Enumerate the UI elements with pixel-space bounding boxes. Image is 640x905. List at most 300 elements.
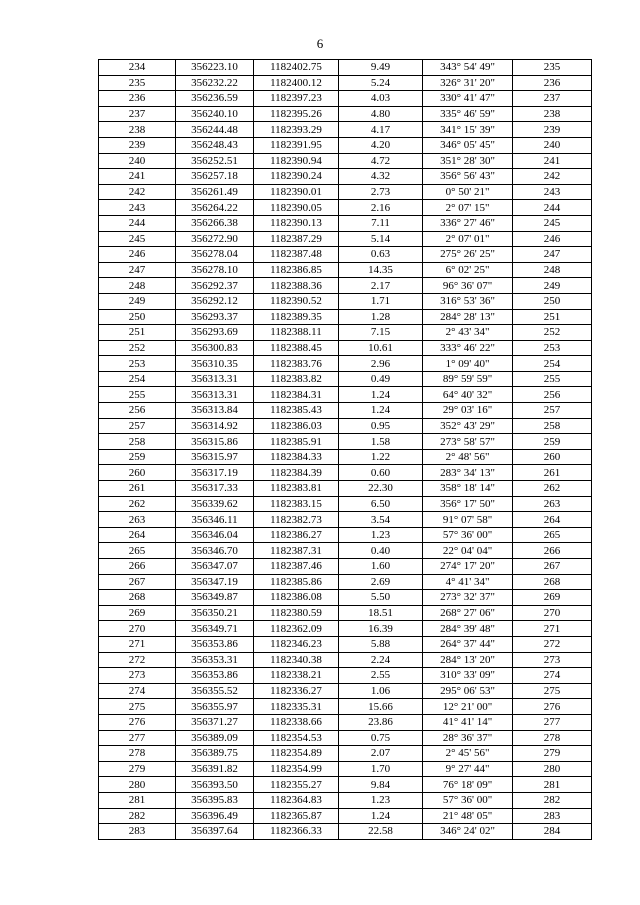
y-coordinate-cell: 1182338.66 <box>254 714 339 730</box>
point-from-cell: 277 <box>99 730 176 746</box>
bearing-cell: 358° 18' 14" <box>423 481 513 497</box>
distance-cell: 5.88 <box>339 636 423 652</box>
bearing-cell: 356° 56' 43" <box>423 169 513 185</box>
bearing-cell: 356° 17' 50" <box>423 496 513 512</box>
table-row <box>99 792 592 808</box>
table-row <box>99 153 592 169</box>
point-to-cell: 248 <box>513 262 592 278</box>
distance-cell: 1.60 <box>339 559 423 575</box>
point-to-cell: 266 <box>513 543 592 559</box>
table-row <box>99 714 592 730</box>
y-coordinate-cell: 1182386.03 <box>254 418 339 434</box>
point-to-cell: 279 <box>513 746 592 762</box>
table-row <box>99 824 592 840</box>
distance-cell: 2.07 <box>339 746 423 762</box>
y-coordinate-cell: 1182336.27 <box>254 683 339 699</box>
page-number: 6 <box>316 36 324 51</box>
x-coordinate-cell: 356248.43 <box>176 137 254 153</box>
point-to-cell: 247 <box>513 247 592 263</box>
table-row <box>99 325 592 341</box>
y-coordinate-cell: 1182397.23 <box>254 91 339 107</box>
point-from-cell: 250 <box>99 309 176 325</box>
bearing-cell: 284° 39' 48" <box>423 621 513 637</box>
y-coordinate-cell: 1182383.76 <box>254 356 339 372</box>
table-row <box>99 777 592 793</box>
y-coordinate-cell: 1182387.48 <box>254 247 339 263</box>
bearing-cell: 96° 36' 07" <box>423 278 513 294</box>
point-to-cell: 262 <box>513 481 592 497</box>
point-from-cell: 279 <box>99 761 176 777</box>
x-coordinate-cell: 356346.70 <box>176 543 254 559</box>
point-from-cell: 267 <box>99 574 176 590</box>
point-from-cell: 260 <box>99 465 176 481</box>
y-coordinate-cell: 1182390.01 <box>254 184 339 200</box>
x-coordinate-cell: 356266.38 <box>176 215 254 231</box>
y-coordinate-cell: 1182384.39 <box>254 465 339 481</box>
distance-cell: 0.60 <box>339 465 423 481</box>
bearing-cell: 12° 21' 00" <box>423 699 513 715</box>
distance-cell: 9.49 <box>339 60 423 76</box>
table-row <box>99 683 592 699</box>
point-from-cell: 266 <box>99 559 176 575</box>
point-to-cell: 243 <box>513 184 592 200</box>
point-to-cell: 236 <box>513 75 592 91</box>
y-coordinate-cell: 1182354.89 <box>254 746 339 762</box>
x-coordinate-cell: 356349.87 <box>176 590 254 606</box>
y-coordinate-cell: 1182354.99 <box>254 761 339 777</box>
table-row <box>99 699 592 715</box>
point-to-cell: 282 <box>513 792 592 808</box>
point-from-cell: 272 <box>99 652 176 668</box>
x-coordinate-cell: 356313.84 <box>176 403 254 419</box>
bearing-cell: 21° 48' 05" <box>423 808 513 824</box>
distance-cell: 2.55 <box>339 668 423 684</box>
table-row <box>99 75 592 91</box>
distance-cell: 4.72 <box>339 153 423 169</box>
point-to-cell: 258 <box>513 418 592 434</box>
y-coordinate-cell: 1182390.13 <box>254 215 339 231</box>
table-row <box>99 387 592 403</box>
distance-cell: 1.06 <box>339 683 423 699</box>
point-to-cell: 254 <box>513 356 592 372</box>
distance-cell: 2.96 <box>339 356 423 372</box>
y-coordinate-cell: 1182387.29 <box>254 231 339 247</box>
distance-cell: 1.58 <box>339 434 423 450</box>
point-to-cell: 271 <box>513 621 592 637</box>
x-coordinate-cell: 356355.52 <box>176 683 254 699</box>
table-row <box>99 590 592 606</box>
y-coordinate-cell: 1182402.75 <box>254 60 339 76</box>
bearing-cell: 341° 15' 39" <box>423 122 513 138</box>
bearing-cell: 2° 48' 56" <box>423 449 513 465</box>
x-coordinate-cell: 356315.86 <box>176 434 254 450</box>
distance-cell: 16.39 <box>339 621 423 637</box>
table-row <box>99 262 592 278</box>
y-coordinate-cell: 1182346.23 <box>254 636 339 652</box>
point-from-cell: 265 <box>99 543 176 559</box>
y-coordinate-cell: 1182335.31 <box>254 699 339 715</box>
y-coordinate-cell: 1182340.38 <box>254 652 339 668</box>
point-to-cell: 272 <box>513 636 592 652</box>
point-to-cell: 269 <box>513 590 592 606</box>
y-coordinate-cell: 1182380.59 <box>254 605 339 621</box>
y-coordinate-cell: 1182395.26 <box>254 106 339 122</box>
y-coordinate-cell: 1182388.45 <box>254 340 339 356</box>
table-row <box>99 418 592 434</box>
distance-cell: 0.63 <box>339 247 423 263</box>
bearing-cell: 274° 17' 20" <box>423 559 513 575</box>
bearing-cell: 0° 50' 21" <box>423 184 513 200</box>
point-from-cell: 235 <box>99 75 176 91</box>
x-coordinate-cell: 356223.10 <box>176 60 254 76</box>
table-row <box>99 449 592 465</box>
table-row <box>99 215 592 231</box>
distance-cell: 18.51 <box>339 605 423 621</box>
x-coordinate-cell: 356389.75 <box>176 746 254 762</box>
table-row <box>99 730 592 746</box>
y-coordinate-cell: 1182383.82 <box>254 371 339 387</box>
point-from-cell: 238 <box>99 122 176 138</box>
distance-cell: 1.22 <box>339 449 423 465</box>
x-coordinate-cell: 356339.62 <box>176 496 254 512</box>
y-coordinate-cell: 1182362.09 <box>254 621 339 637</box>
point-to-cell: 238 <box>513 106 592 122</box>
point-to-cell: 264 <box>513 512 592 528</box>
distance-cell: 1.23 <box>339 527 423 543</box>
y-coordinate-cell: 1182383.15 <box>254 496 339 512</box>
distance-cell: 23.86 <box>339 714 423 730</box>
y-coordinate-cell: 1182383.81 <box>254 481 339 497</box>
x-coordinate-cell: 356240.10 <box>176 106 254 122</box>
bearing-cell: 89° 59' 59" <box>423 371 513 387</box>
distance-cell: 4.20 <box>339 137 423 153</box>
y-coordinate-cell: 1182390.24 <box>254 169 339 185</box>
point-from-cell: 247 <box>99 262 176 278</box>
bearing-cell: 76° 18' 09" <box>423 777 513 793</box>
distance-cell: 1.28 <box>339 309 423 325</box>
distance-cell: 22.30 <box>339 481 423 497</box>
x-coordinate-cell: 356349.71 <box>176 621 254 637</box>
point-to-cell: 281 <box>513 777 592 793</box>
table-row <box>99 60 592 76</box>
point-from-cell: 236 <box>99 91 176 107</box>
bearing-cell: 2° 07' 15" <box>423 200 513 216</box>
table-row <box>99 543 592 559</box>
table-row <box>99 465 592 481</box>
x-coordinate-cell: 356310.35 <box>176 356 254 372</box>
bearing-cell: 64° 40' 32" <box>423 387 513 403</box>
x-coordinate-cell: 356317.33 <box>176 481 254 497</box>
point-to-cell: 280 <box>513 761 592 777</box>
x-coordinate-cell: 356389.09 <box>176 730 254 746</box>
bearing-cell: 283° 34' 13" <box>423 465 513 481</box>
x-coordinate-cell: 356313.31 <box>176 387 254 403</box>
y-coordinate-cell: 1182355.27 <box>254 777 339 793</box>
point-to-cell: 265 <box>513 527 592 543</box>
table-row <box>99 137 592 153</box>
x-coordinate-cell: 356315.97 <box>176 449 254 465</box>
distance-cell: 2.73 <box>339 184 423 200</box>
point-from-cell: 254 <box>99 371 176 387</box>
bearing-cell: 343° 54' 49" <box>423 60 513 76</box>
point-to-cell: 259 <box>513 434 592 450</box>
bearing-cell: 57° 36' 00" <box>423 792 513 808</box>
point-to-cell: 241 <box>513 153 592 169</box>
distance-cell: 1.24 <box>339 403 423 419</box>
bearing-cell: 41° 41' 14" <box>423 714 513 730</box>
bearing-cell: 333° 46' 22" <box>423 340 513 356</box>
x-coordinate-cell: 356278.04 <box>176 247 254 263</box>
y-coordinate-cell: 1182338.21 <box>254 668 339 684</box>
x-coordinate-cell: 356347.07 <box>176 559 254 575</box>
distance-cell: 4.32 <box>339 169 423 185</box>
point-to-cell: 256 <box>513 387 592 403</box>
distance-cell: 1.23 <box>339 792 423 808</box>
point-to-cell: 250 <box>513 293 592 309</box>
table-row <box>99 231 592 247</box>
distance-cell: 0.49 <box>339 371 423 387</box>
x-coordinate-cell: 356293.37 <box>176 309 254 325</box>
distance-cell: 5.14 <box>339 231 423 247</box>
x-coordinate-cell: 356314.92 <box>176 418 254 434</box>
x-coordinate-cell: 356252.51 <box>176 153 254 169</box>
distance-cell: 0.75 <box>339 730 423 746</box>
point-from-cell: 280 <box>99 777 176 793</box>
y-coordinate-cell: 1182389.35 <box>254 309 339 325</box>
distance-cell: 22.58 <box>339 824 423 840</box>
table-row <box>99 668 592 684</box>
distance-cell: 4.80 <box>339 106 423 122</box>
bearing-cell: 346° 24' 02" <box>423 824 513 840</box>
point-from-cell: 252 <box>99 340 176 356</box>
x-coordinate-cell: 356232.22 <box>176 75 254 91</box>
table-row <box>99 808 592 824</box>
x-coordinate-cell: 356236.59 <box>176 91 254 107</box>
point-from-cell: 241 <box>99 169 176 185</box>
point-to-cell: 257 <box>513 403 592 419</box>
point-to-cell: 244 <box>513 200 592 216</box>
bearing-cell: 275° 26' 25" <box>423 247 513 263</box>
point-from-cell: 242 <box>99 184 176 200</box>
table-row <box>99 434 592 450</box>
bearing-cell: 346° 05' 45" <box>423 137 513 153</box>
point-to-cell: 240 <box>513 137 592 153</box>
x-coordinate-cell: 356292.12 <box>176 293 254 309</box>
bearing-cell: 330° 41' 47" <box>423 91 513 107</box>
distance-cell: 15.66 <box>339 699 423 715</box>
table-row <box>99 340 592 356</box>
point-to-cell: 260 <box>513 449 592 465</box>
table-row <box>99 356 592 372</box>
point-from-cell: 276 <box>99 714 176 730</box>
y-coordinate-cell: 1182388.36 <box>254 278 339 294</box>
point-from-cell: 253 <box>99 356 176 372</box>
coordinates-table <box>98 59 592 840</box>
table-row <box>99 91 592 107</box>
table-row <box>99 309 592 325</box>
point-from-cell: 273 <box>99 668 176 684</box>
x-coordinate-cell: 356272.90 <box>176 231 254 247</box>
point-to-cell: 263 <box>513 496 592 512</box>
distance-cell: 2.69 <box>339 574 423 590</box>
point-from-cell: 261 <box>99 481 176 497</box>
y-coordinate-cell: 1182354.53 <box>254 730 339 746</box>
x-coordinate-cell: 356353.86 <box>176 668 254 684</box>
point-to-cell: 242 <box>513 169 592 185</box>
table-row <box>99 527 592 543</box>
point-from-cell: 237 <box>99 106 176 122</box>
point-from-cell: 239 <box>99 137 176 153</box>
point-from-cell: 262 <box>99 496 176 512</box>
y-coordinate-cell: 1182364.83 <box>254 792 339 808</box>
point-to-cell: 249 <box>513 278 592 294</box>
bearing-cell: 351° 28' 30" <box>423 153 513 169</box>
point-to-cell: 261 <box>513 465 592 481</box>
point-to-cell: 246 <box>513 231 592 247</box>
distance-cell: 3.54 <box>339 512 423 528</box>
y-coordinate-cell: 1182390.05 <box>254 200 339 216</box>
point-to-cell: 267 <box>513 559 592 575</box>
point-to-cell: 239 <box>513 122 592 138</box>
distance-cell: 2.24 <box>339 652 423 668</box>
table-row <box>99 278 592 294</box>
x-coordinate-cell: 356292.37 <box>176 278 254 294</box>
point-from-cell: 255 <box>99 387 176 403</box>
table-row <box>99 122 592 138</box>
point-from-cell: 234 <box>99 60 176 76</box>
bearing-cell: 273° 32' 37" <box>423 590 513 606</box>
distance-cell: 5.24 <box>339 75 423 91</box>
x-coordinate-cell: 356300.83 <box>176 340 254 356</box>
y-coordinate-cell: 1182393.29 <box>254 122 339 138</box>
distance-cell: 6.50 <box>339 496 423 512</box>
y-coordinate-cell: 1182384.31 <box>254 387 339 403</box>
distance-cell: 7.15 <box>339 325 423 341</box>
bearing-cell: 284° 28' 13" <box>423 309 513 325</box>
x-coordinate-cell: 356264.22 <box>176 200 254 216</box>
y-coordinate-cell: 1182382.73 <box>254 512 339 528</box>
point-from-cell: 256 <box>99 403 176 419</box>
distance-cell: 2.16 <box>339 200 423 216</box>
table-row <box>99 169 592 185</box>
table-row <box>99 200 592 216</box>
bearing-cell: 1° 09' 40" <box>423 356 513 372</box>
bearing-cell: 310° 33' 09" <box>423 668 513 684</box>
distance-cell: 10.61 <box>339 340 423 356</box>
table-row <box>99 652 592 668</box>
table-row <box>99 247 592 263</box>
point-from-cell: 244 <box>99 215 176 231</box>
point-from-cell: 257 <box>99 418 176 434</box>
x-coordinate-cell: 356261.49 <box>176 184 254 200</box>
y-coordinate-cell: 1182391.95 <box>254 137 339 153</box>
point-to-cell: 273 <box>513 652 592 668</box>
x-coordinate-cell: 356353.86 <box>176 636 254 652</box>
bearing-cell: 28° 36' 37" <box>423 730 513 746</box>
table-row <box>99 293 592 309</box>
point-from-cell: 251 <box>99 325 176 341</box>
distance-cell: 7.11 <box>339 215 423 231</box>
point-to-cell: 277 <box>513 714 592 730</box>
y-coordinate-cell: 1182387.46 <box>254 559 339 575</box>
x-coordinate-cell: 356371.27 <box>176 714 254 730</box>
x-coordinate-cell: 356353.31 <box>176 652 254 668</box>
point-from-cell: 264 <box>99 527 176 543</box>
y-coordinate-cell: 1182384.33 <box>254 449 339 465</box>
point-from-cell: 274 <box>99 683 176 699</box>
point-to-cell: 253 <box>513 340 592 356</box>
y-coordinate-cell: 1182366.33 <box>254 824 339 840</box>
table-row <box>99 574 592 590</box>
y-coordinate-cell: 1182387.31 <box>254 543 339 559</box>
distance-cell: 1.71 <box>339 293 423 309</box>
point-from-cell: 275 <box>99 699 176 715</box>
table-body <box>99 60 592 840</box>
point-from-cell: 271 <box>99 636 176 652</box>
y-coordinate-cell: 1182385.91 <box>254 434 339 450</box>
bearing-cell: 295° 06' 53" <box>423 683 513 699</box>
bearing-cell: 336° 27' 46" <box>423 215 513 231</box>
distance-cell: 4.03 <box>339 91 423 107</box>
point-to-cell: 275 <box>513 683 592 699</box>
bearing-cell: 57° 36' 00" <box>423 527 513 543</box>
table-row <box>99 106 592 122</box>
x-coordinate-cell: 356293.69 <box>176 325 254 341</box>
table-row <box>99 746 592 762</box>
table-row <box>99 621 592 637</box>
y-coordinate-cell: 1182388.11 <box>254 325 339 341</box>
distance-cell: 0.40 <box>339 543 423 559</box>
point-to-cell: 283 <box>513 808 592 824</box>
bearing-cell: 4° 41' 34" <box>423 574 513 590</box>
table-row <box>99 559 592 575</box>
point-from-cell: 258 <box>99 434 176 450</box>
point-from-cell: 281 <box>99 792 176 808</box>
bearing-cell: 335° 46' 59" <box>423 106 513 122</box>
table-row <box>99 481 592 497</box>
point-to-cell: 235 <box>513 60 592 76</box>
point-from-cell: 240 <box>99 153 176 169</box>
point-to-cell: 278 <box>513 730 592 746</box>
bearing-cell: 264° 37' 44" <box>423 636 513 652</box>
table-row <box>99 512 592 528</box>
bearing-cell: 2° 45' 56" <box>423 746 513 762</box>
distance-cell: 5.50 <box>339 590 423 606</box>
bearing-cell: 268° 27' 06" <box>423 605 513 621</box>
x-coordinate-cell: 356313.31 <box>176 371 254 387</box>
distance-cell: 2.17 <box>339 278 423 294</box>
point-from-cell: 263 <box>99 512 176 528</box>
x-coordinate-cell: 356397.64 <box>176 824 254 840</box>
bearing-cell: 2° 43' 34" <box>423 325 513 341</box>
point-from-cell: 270 <box>99 621 176 637</box>
table-row <box>99 496 592 512</box>
x-coordinate-cell: 356391.82 <box>176 761 254 777</box>
point-from-cell: 249 <box>99 293 176 309</box>
distance-cell: 4.17 <box>339 122 423 138</box>
x-coordinate-cell: 356317.19 <box>176 465 254 481</box>
x-coordinate-cell: 356278.10 <box>176 262 254 278</box>
point-from-cell: 282 <box>99 808 176 824</box>
table-row <box>99 371 592 387</box>
y-coordinate-cell: 1182386.85 <box>254 262 339 278</box>
y-coordinate-cell: 1182386.08 <box>254 590 339 606</box>
distance-cell: 14.35 <box>339 262 423 278</box>
table-row <box>99 403 592 419</box>
bearing-cell: 6° 02' 25" <box>423 262 513 278</box>
bearing-cell: 284° 13' 20" <box>423 652 513 668</box>
bearing-cell: 9° 27' 44" <box>423 761 513 777</box>
